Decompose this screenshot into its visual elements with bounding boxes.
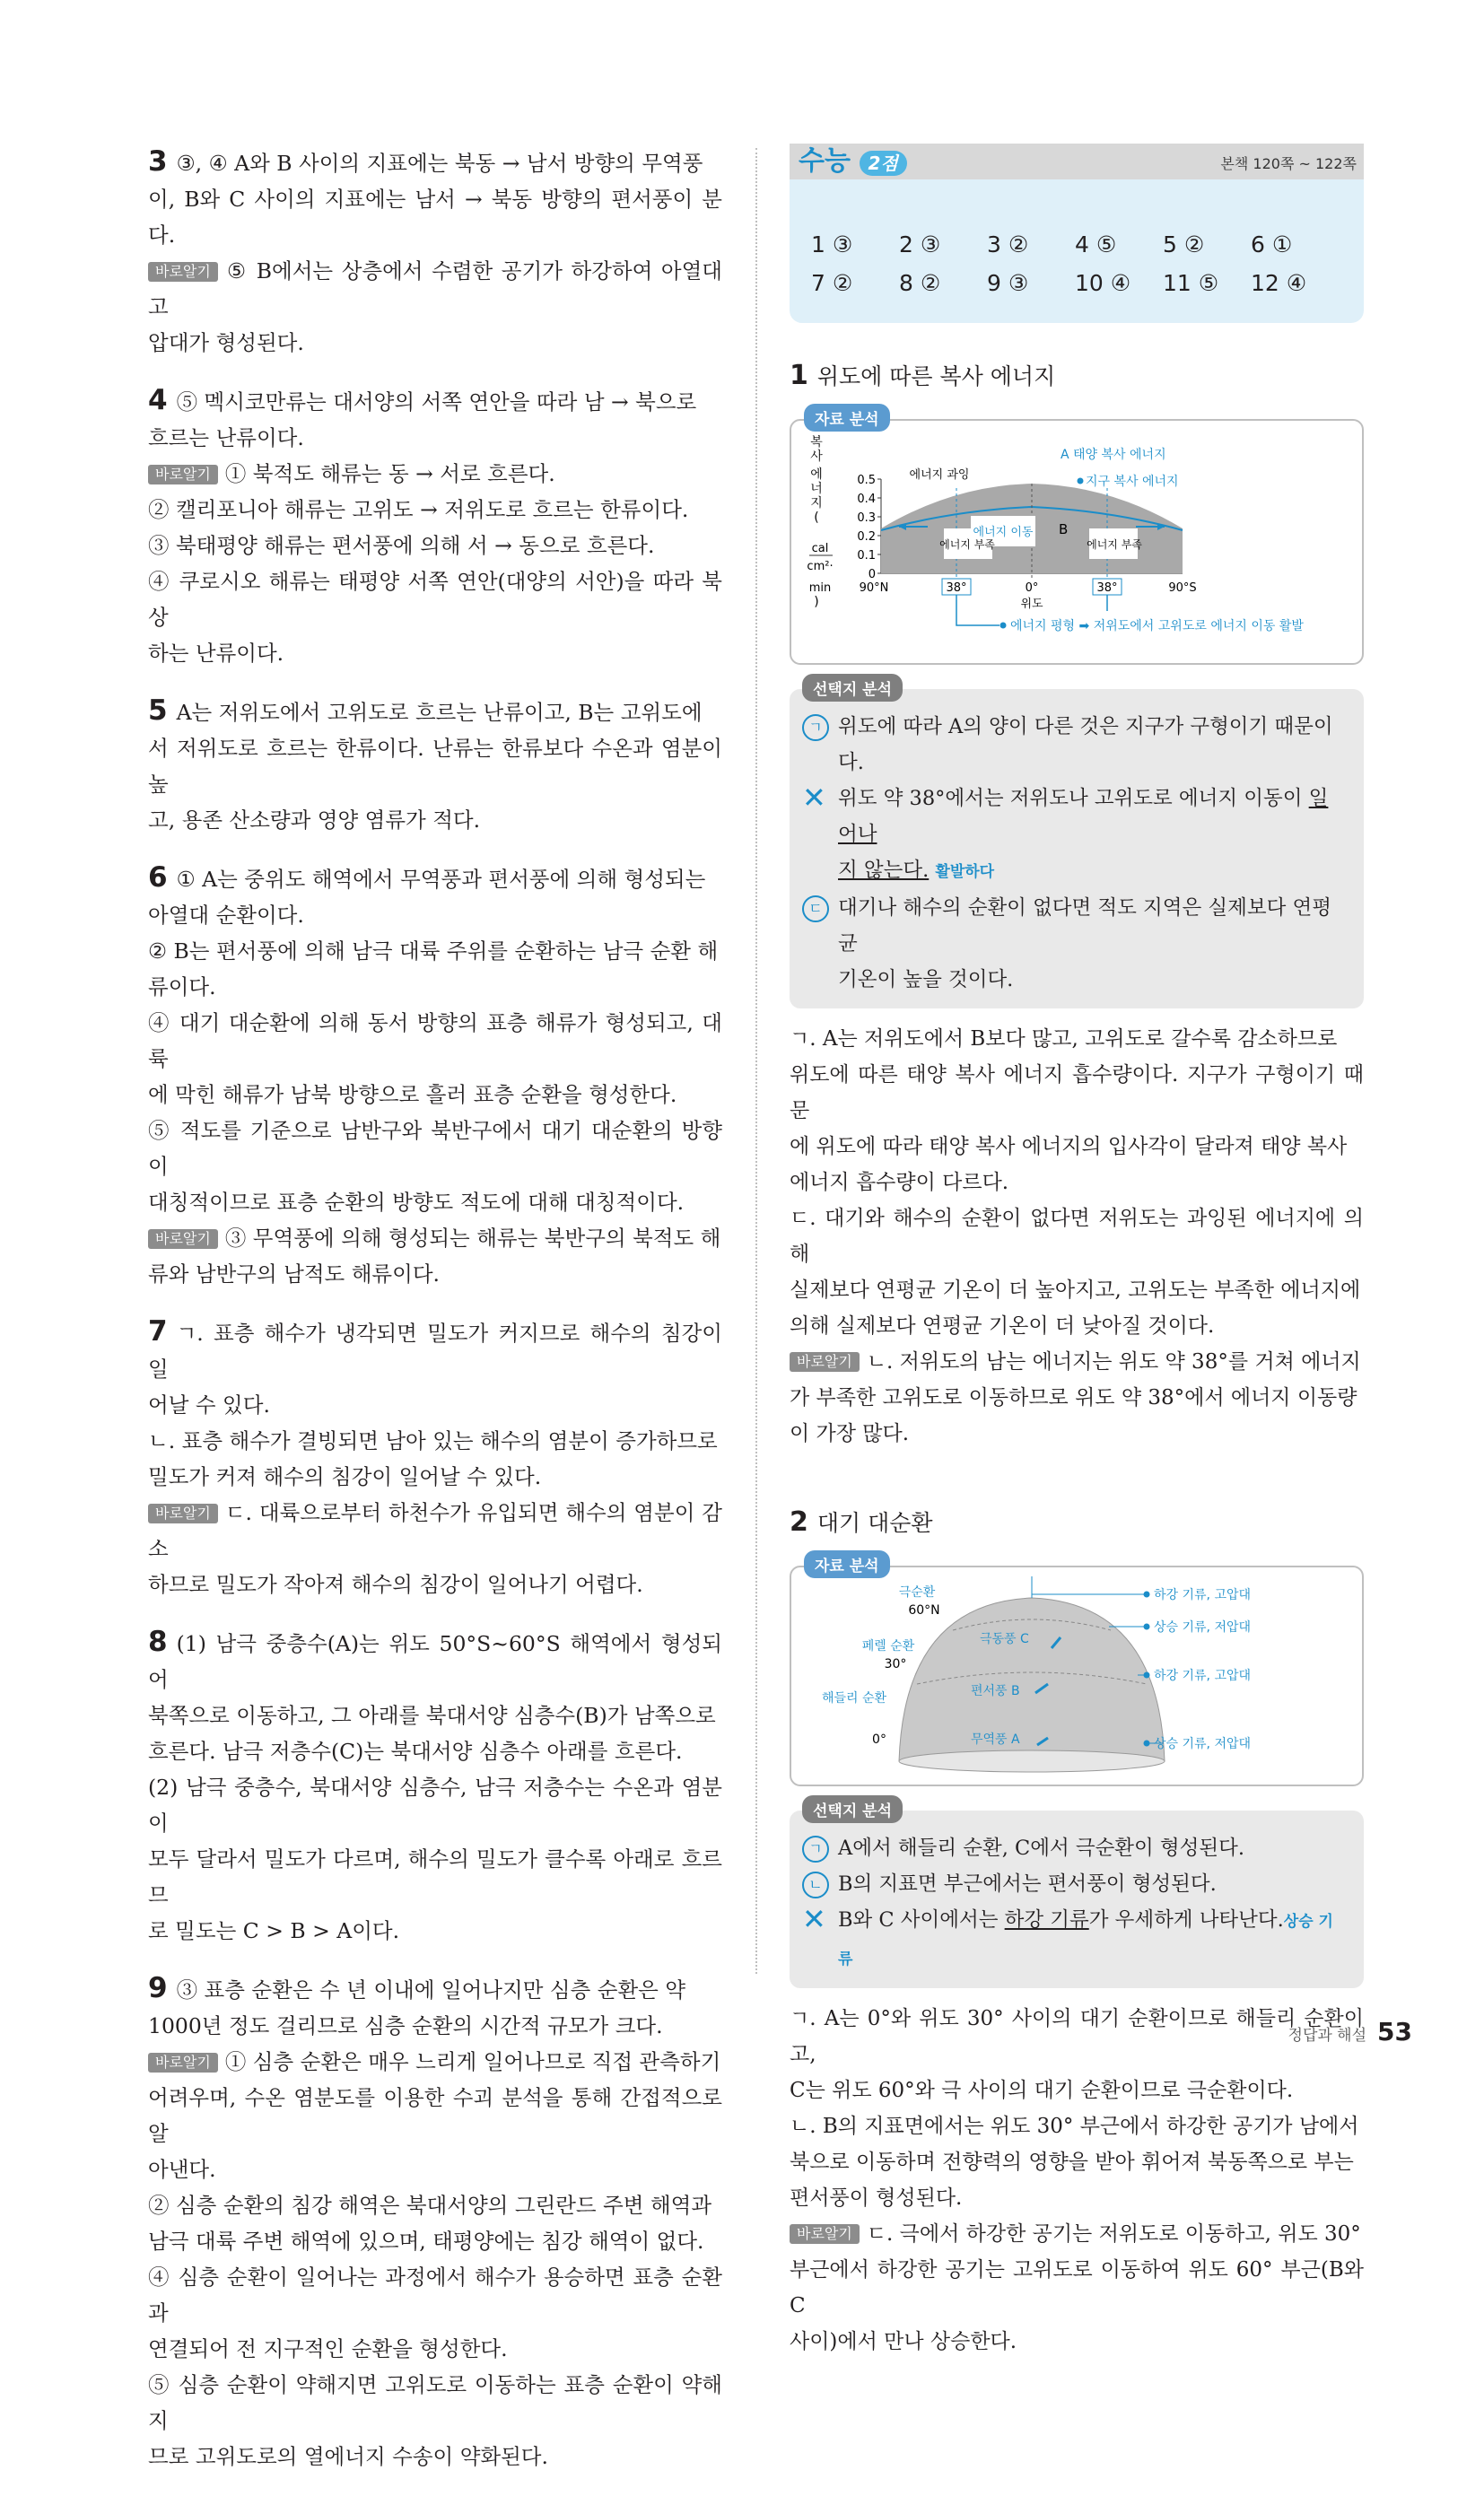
- text-line: [790, 2216, 1364, 2252]
- line-text: 압대가 형성된다.: [148, 330, 304, 355]
- label-solar-A: A 태양 복사 에너지: [1061, 448, 1166, 462]
- line-text: ㄴ. 표층 해수가 결빙되면 남아 있는 해수의 염분이 증가하므로: [148, 1428, 718, 1453]
- text-line: [790, 2073, 1364, 2108]
- answer-key-header: [790, 144, 1364, 179]
- column-divider: [755, 148, 757, 1974]
- line-text: 고, 용존 산소량과 영양 염류가 적다.: [148, 807, 481, 833]
- line-text: 1000년 정도 걸리므로 심층 순환의 시간적 규모가 크다.: [148, 2013, 663, 2038]
- text-line: [148, 456, 722, 492]
- line-text: ⑤ 멕시코만류는 대서양의 서쪽 연안을 따라 남 → 북으로: [176, 389, 697, 415]
- textbook-page-ref: 본책 120쪽 ~ 122쪽: [1220, 155, 1357, 172]
- left-column: [148, 144, 722, 2496]
- label-deficit-right: 에너지 부족: [1087, 538, 1142, 551]
- explanation-item: [148, 1970, 722, 2474]
- question-title-text: 대기 대순환: [816, 1510, 933, 1536]
- line-text: ② B는 편서풍에 의해 남극 대륙 주위를 순환하는 남극 순환 해: [148, 938, 719, 964]
- text-line: [148, 897, 722, 933]
- x-tick-90N: 90°N: [859, 581, 889, 595]
- logo-text: 수능: [799, 145, 851, 177]
- text-line: [148, 253, 722, 325]
- text-line: [790, 1308, 1364, 1344]
- answer-item: 8 ②: [899, 270, 941, 296]
- correct-mark-icon: ㄷ: [802, 895, 829, 922]
- label-energy-move: 에너지 이동: [973, 526, 1034, 539]
- circulation-diagram-panel: [790, 1566, 1364, 1786]
- baroalgi-badge: 바로알기: [790, 2224, 860, 2244]
- option-text: 일어나: [838, 787, 1329, 846]
- text-line: [790, 1057, 1364, 1129]
- data-analysis-tag: 자료 분석: [804, 1550, 890, 1578]
- option-text: B와 C 사이에서는: [838, 1908, 1005, 1932]
- wrong-mark-icon: ✕: [802, 1902, 826, 1936]
- text-line: [148, 1495, 722, 1567]
- answer-item: 2 ③: [899, 231, 941, 257]
- text-line: [148, 2187, 722, 2223]
- text-line: [148, 1697, 722, 1733]
- line-text: A는 저위도에서 고위도로 흐르는 난류이고, B는 고위도에: [176, 700, 703, 725]
- choice-option: [802, 890, 1346, 962]
- line-text: 로 밀도는 C > B > A이다.: [148, 1918, 400, 1943]
- line-text: ⑤ 심층 순환이 약해지면 고위도로 이동하는 표층 순환이 약해지: [148, 2372, 722, 2433]
- question-1-title: [790, 359, 1364, 391]
- text-line: [148, 635, 722, 671]
- line-text: 위도에 따른 태양 복사 에너지 흡수량이다. 지구가 구형이기 때문: [790, 1063, 1364, 1122]
- energy-balance-note: 에너지 평형 ➡ 저위도에서 고위도로 에너지 이동 활발: [1010, 619, 1304, 633]
- text-line: [148, 528, 722, 563]
- choice-option: [802, 852, 1346, 890]
- text-line: [148, 2080, 722, 2151]
- option-text: 하강 기류: [1004, 1908, 1089, 1932]
- data-analysis-tag: 자료 분석: [804, 404, 890, 432]
- suneung-logo: [799, 138, 907, 178]
- label-polar-cell: 극순환: [898, 1585, 936, 1600]
- choice-option: [802, 709, 1346, 781]
- text-line: [148, 1459, 722, 1495]
- text-line: [148, 2367, 722, 2439]
- question-title-text: 위도에 따른 복사 에너지: [816, 363, 1056, 389]
- explanation-item: [148, 1313, 722, 1602]
- line-text: 편서풍이 형성된다.: [790, 2186, 963, 2210]
- page-number: 53: [1377, 2017, 1412, 2047]
- line-text: ③ 표층 순환은 수 년 이내에 일어나지만 심층 순환은 약: [176, 1977, 686, 2003]
- logo-badge: 2점: [860, 151, 907, 176]
- text-line: [148, 1970, 722, 2008]
- line-text: 부근에서 하강한 공기는 고위도로 이동하여 위도 60° 부근(B와 C: [790, 2258, 1364, 2317]
- y-tick-label: 0.3: [857, 511, 876, 525]
- line-text: 흐르는 난류이다.: [148, 425, 304, 450]
- line-text: 므로 고위도로의 열에너지 수송이 약화된다.: [148, 2444, 548, 2469]
- text-line: [148, 2044, 722, 2080]
- text-line: [148, 730, 722, 802]
- option-text: 지 않는다.: [838, 859, 930, 882]
- text-line: [148, 1841, 722, 1913]
- line-text: 대칭적이므로 표층 순환의 방향도 적도에 대해 대칭적이다.: [148, 1190, 685, 1215]
- explanation-item: [148, 144, 722, 361]
- text-line: [148, 563, 722, 635]
- text-line: [790, 2001, 1364, 2073]
- label-trade-wind-A: 무역풍 A: [971, 1732, 1020, 1747]
- line-text: (2) 남극 중층수, 북대서양 심층수, 남극 저층수는 수온과 염분이: [148, 1775, 722, 1836]
- answer-item: 11 ⑤: [1163, 270, 1219, 296]
- line-text: 사이)에서 만나 상승한다.: [790, 2330, 1017, 2353]
- line-text: ㄱ. A는 저위도에서 B보다 많고, 고위도로 갈수록 감소하므로: [790, 1027, 1338, 1051]
- line-text: 밀도가 커져 해수의 침강이 일어날 수 있다.: [148, 1464, 542, 1489]
- correction-hint: 상승 기류: [838, 1913, 1333, 1968]
- item-number: 4: [148, 384, 168, 416]
- y-tick-label: 0.4: [857, 493, 876, 506]
- line-text: 북으로 이동하며 전향력의 영향을 받아 휘어져 북동쪽으로 부는: [790, 2151, 1354, 2174]
- text-line: [148, 2259, 722, 2331]
- question-number: 2: [790, 1506, 808, 1538]
- text-line: [790, 1272, 1364, 1308]
- text-line: [148, 693, 722, 730]
- option-text: 기온이 높을 것이다.: [838, 968, 1014, 991]
- text-line: [148, 1005, 722, 1077]
- text-line: [148, 325, 722, 361]
- option-text: 위도 약 38°에서는 저위도나 고위도로 에너지 이동이: [838, 787, 1309, 810]
- item-number: 5: [148, 694, 168, 727]
- ylabel-char: 에: [810, 467, 823, 482]
- label-30: 30°: [884, 1657, 907, 1671]
- ylabel-char: 사: [810, 449, 823, 464]
- line-text: 북쪽으로 이동하고, 그 아래를 북대서양 심층수(B)가 남쪽으로: [148, 1703, 716, 1728]
- x-tick-90S: 90°S: [1168, 581, 1197, 595]
- explanation-item: [148, 860, 722, 1292]
- ylabel-char: (: [814, 511, 819, 525]
- text-line: [148, 420, 722, 456]
- line-text: 이 가장 많다.: [790, 1422, 910, 1445]
- choice-option: [802, 1866, 1346, 1902]
- text-line: [790, 2324, 1364, 2360]
- answer-key-body: [790, 179, 1364, 323]
- text-line: [148, 1624, 722, 1697]
- y-ticks: [857, 474, 881, 581]
- answer-item: 3 ②: [987, 231, 1029, 257]
- label-right-4: 상승 기류, 저압대: [1154, 1737, 1252, 1751]
- line-text: ① 북적도 해류는 동 → 서로 흐른다.: [224, 461, 555, 486]
- line-text: ㄷ. 극에서 하강한 공기는 저위도로 이동하고, 위도 30°: [866, 2222, 1361, 2246]
- radiation-energy-chart: [791, 421, 1362, 659]
- answer-key-box: [790, 144, 1364, 323]
- text-line: [790, 2108, 1364, 2144]
- line-text: 남극 대륙 주변 해역에 있으며, 태평양에는 침강 해역이 없다.: [148, 2229, 704, 2254]
- baroalgi-badge: 바로알기: [790, 1352, 860, 1372]
- text-line: [790, 2144, 1364, 2180]
- page-footer: [1288, 2017, 1412, 2047]
- line-text: 어날 수 있다.: [148, 1392, 270, 1418]
- line-text: ③ 무역풍에 의해 형성되는 해류는 북반구의 북적도 해: [224, 1226, 721, 1251]
- wrong-mark-icon: ✕: [802, 781, 826, 815]
- text-line: [790, 1380, 1364, 1416]
- answer-item: 4 ⑤: [1075, 231, 1117, 257]
- item-number: 9: [148, 1972, 168, 2004]
- line-text: 하므로 밀도가 작아져 해수의 침강이 일어나기 어렵다.: [148, 1572, 643, 1597]
- line-text: 아낸다.: [148, 2157, 216, 2182]
- label-right-3: 하강 기류, 고압대: [1154, 1669, 1252, 1683]
- line-text: C는 위도 60°와 극 사이의 대기 순환이므로 극순환이다.: [790, 2079, 1294, 2102]
- question-number: 1: [790, 360, 808, 391]
- question-2-title: [790, 1505, 1364, 1538]
- choice-analysis-tag: 선택지 분석: [802, 1795, 903, 1823]
- label-60N: 60°N: [908, 1603, 940, 1618]
- y-tick-label: 0.5: [857, 474, 876, 487]
- text-line: [148, 1387, 722, 1423]
- atmospheric-circulation-diagram: [791, 1567, 1362, 1781]
- line-text: ③ 북태평양 해류는 편서풍에 의해 서 → 동으로 흐른다.: [148, 533, 655, 558]
- text-line: [148, 802, 722, 838]
- x-tick-38-left: 38°: [946, 581, 967, 595]
- line-text: ㄴ. B의 지표면에서는 위도 30° 부근에서 하강한 공기가 남에서: [790, 2115, 1359, 2138]
- text-line: [148, 181, 722, 253]
- text-line: [148, 1567, 722, 1602]
- answer-item: 10 ④: [1075, 270, 1131, 296]
- correct-mark-icon: ㄱ: [802, 1836, 829, 1863]
- line-text: ④ 심층 순환이 일어나는 과정에서 해수가 용승하면 표층 순환과: [148, 2265, 722, 2326]
- label-right-1: 하강 기류, 고압대: [1154, 1588, 1252, 1602]
- line-text: ② 심층 순환의 침강 해역은 북대서양의 그린란드 주변 해역과: [148, 2193, 712, 2218]
- line-text: ① 심층 순환은 매우 느리게 일어나므로 직접 관측하기: [224, 2049, 721, 2074]
- label-right-2: 상승 기류, 저압대: [1154, 1620, 1252, 1635]
- line-text: ② 캘리포니아 해류는 고위도 → 저위도로 흐르는 한류이다.: [148, 497, 689, 522]
- ylabel-char: 복: [810, 435, 823, 449]
- radiation-chart-panel: [790, 419, 1364, 665]
- item-number: 6: [148, 861, 168, 894]
- answer-item: 12 ④: [1251, 270, 1307, 296]
- text-line: [790, 1416, 1364, 1452]
- baroalgi-badge: 바로알기: [148, 262, 218, 282]
- line-text: 모두 달라서 밀도가 다르며, 해수의 밀도가 클수록 아래로 흐르므: [148, 1846, 722, 1907]
- text-line: [148, 144, 722, 181]
- ylabel-char: ): [814, 595, 819, 609]
- explanation-item: [148, 693, 722, 838]
- baroalgi-badge: 바로알기: [148, 1504, 218, 1523]
- question-2-options: [790, 1811, 1364, 1988]
- text-line: [148, 2008, 722, 2044]
- item-number: 7: [148, 1315, 168, 1348]
- option-text: 대기나 해수의 순환이 없다면 적도 지역은 실제보다 연평균: [838, 896, 1331, 956]
- line-text: 의해 실제보다 연평균 기온이 더 낮아질 것이다.: [790, 1314, 1215, 1338]
- line-text: 하는 난류이다.: [148, 641, 284, 666]
- choice-option: [802, 1830, 1346, 1866]
- ylabel-unit: min: [808, 581, 832, 595]
- explanation-item: [148, 1624, 722, 1949]
- baroalgi-badge: 바로알기: [148, 2053, 218, 2073]
- text-line: [148, 1423, 722, 1459]
- line-text: 서 저위도로 흐르는 한류이다. 난류는 한류보다 수온과 염분이 높: [148, 736, 722, 797]
- item-number: 3: [148, 145, 168, 178]
- y-tick-label: 0.2: [857, 530, 876, 544]
- text-line: [148, 2331, 722, 2367]
- text-line: [790, 1165, 1364, 1200]
- y-tick-label: 0: [868, 568, 876, 581]
- line-text: ③, ④ A와 B 사이의 지표에는 북동 → 남서 방향의 무역풍: [176, 151, 703, 176]
- text-line: [790, 2252, 1364, 2324]
- text-line: [790, 1200, 1364, 1272]
- label-earth-radiation: 지구 복사 에너지: [1086, 475, 1179, 489]
- line-text: 류와 남반구의 남적도 해류이다.: [148, 1261, 440, 1287]
- line-text: 이, B와 C 사이의 지표에는 남서 → 북동 방향의 편서풍이 분다.: [148, 187, 722, 248]
- x-tick-38-right: 38°: [1096, 581, 1118, 595]
- line-text: ㄷ. 대기와 해수의 순환이 없다면 저위도는 과잉된 에너지에 의해: [790, 1207, 1364, 1266]
- option-text: A에서 해들리 순환, C에서 극순환이 형성된다.: [838, 1837, 1245, 1860]
- text-line: [790, 1021, 1364, 1057]
- answer-grid: [811, 231, 1349, 296]
- line-text: 아열대 순환이다.: [148, 903, 304, 928]
- choice-analysis-tag: 선택지 분석: [802, 674, 903, 702]
- right-column: [790, 144, 1364, 2360]
- text-line: [148, 1077, 722, 1113]
- label-energy-excess: 에너지 과잉: [909, 468, 970, 482]
- text-line: [148, 2439, 722, 2474]
- line-text: ① A는 중위도 해역에서 무역풍과 편서풍에 의해 형성되는: [176, 867, 706, 892]
- choice-option: [802, 1902, 1346, 1977]
- label-0: 0°: [872, 1732, 886, 1747]
- line-text: ⑤ B에서는 상층에서 수렴한 공기가 하강하여 아열대 고: [148, 258, 722, 319]
- text-line: [790, 1129, 1364, 1165]
- text-line: [148, 1113, 722, 1184]
- label-B: B: [1059, 521, 1069, 537]
- answer-item: 6 ①: [1251, 231, 1293, 257]
- text-line: [148, 1769, 722, 1841]
- text-line: [790, 2180, 1364, 2216]
- question-1-options: [790, 689, 1364, 1008]
- label-ferrel-cell: 페렐 순환: [861, 1639, 915, 1654]
- text-line: [148, 2223, 722, 2259]
- correct-mark-icon: ㄱ: [802, 714, 829, 741]
- correct-mark-icon: ㄴ: [802, 1872, 829, 1898]
- choice-option: [802, 962, 1346, 998]
- text-line: [148, 1220, 722, 1256]
- option-text: 위도에 따라 A의 양이 다른 것은 지구가 구형이기 때문이다.: [838, 715, 1333, 774]
- answer-item: 1 ③: [811, 231, 853, 257]
- text-line: [148, 1256, 722, 1292]
- question-2-explanation: [790, 2001, 1364, 2360]
- item-number: 8: [148, 1626, 168, 1658]
- line-text: 실제보다 연평균 기온이 더 높아지고, 고위도는 부족한 에너지에: [790, 1279, 1361, 1302]
- line-text: ④ 대기 대순환에 의해 동서 방향의 표층 해류가 형성되고, 대륙: [148, 1010, 722, 1071]
- y-tick-label: 0.1: [857, 549, 876, 563]
- text-line: [790, 1344, 1364, 1380]
- line-text: 연결되어 전 지구적인 순환을 형성한다.: [148, 2336, 508, 2361]
- choice-option: [802, 781, 1346, 852]
- x-axis-label: 위도: [1020, 598, 1043, 611]
- text-line: [148, 382, 722, 420]
- correction-hint: 활발하다: [935, 863, 995, 881]
- label-polar-easterly-C: 극동풍 C: [980, 1632, 1029, 1646]
- ylabel-unit: cal: [811, 542, 829, 555]
- label-hadley-cell: 해들리 순환: [821, 1691, 887, 1706]
- answer-item: 7 ②: [811, 270, 853, 296]
- text-line: [148, 492, 722, 528]
- footer-label: 정답과 해설: [1288, 2027, 1367, 2045]
- line-text: 에 위도에 따라 태양 복사 에너지의 입사각이 달라져 태양 복사: [790, 1135, 1348, 1158]
- line-text: ㄱ. A는 0°와 위도 30° 사이의 대기 순환이므로 해들리 순환이고,: [790, 2007, 1364, 2066]
- ylabel-char: 너: [810, 482, 823, 496]
- line-text: 류이다.: [148, 974, 216, 999]
- baroalgi-badge: 바로알기: [148, 1229, 218, 1249]
- x-tick-0: 0°: [1025, 581, 1039, 595]
- ylabel-char: 지: [810, 496, 823, 511]
- question-1-explanation: [790, 1021, 1364, 1452]
- line-text: (1) 남극 중층수(A)는 위도 50°S~60°S 해역에서 형성되어: [148, 1631, 722, 1692]
- text-line: [148, 1184, 722, 1220]
- text-line: [148, 1913, 722, 1949]
- line-text: ④ 쿠로시오 해류는 태평양 서쪽 연안(대양의 서안)을 따라 북상: [148, 569, 722, 630]
- line-text: ㄷ. 대륙으로부터 하천수가 유입되면 해수의 염분이 감소: [148, 1500, 722, 1561]
- line-text: 에너지 흡수량이 다르다.: [790, 1171, 1009, 1194]
- answer-item: 5 ②: [1163, 231, 1205, 257]
- text-line: [148, 1733, 722, 1769]
- option-text: 가 우세하게 나타난다.: [1088, 1908, 1284, 1932]
- text-line: [148, 1313, 722, 1387]
- text-line: [148, 933, 722, 969]
- text-line: [148, 860, 722, 897]
- baroalgi-badge: 바로알기: [148, 465, 218, 484]
- line-text: 흐른다. 남극 저층수(C)는 북대서양 심층수 아래를 흐른다.: [148, 1739, 683, 1764]
- answer-item: 9 ③: [987, 270, 1029, 296]
- label-westerly-B: 편서풍 B: [971, 1684, 1020, 1698]
- text-line: [148, 2151, 722, 2187]
- text-line: [148, 969, 722, 1005]
- explanation-item: [148, 382, 722, 671]
- line-text: ㄴ. 저위도의 남는 에너지는 위도 약 38°를 거쳐 에너지: [866, 1350, 1361, 1374]
- line-text: ㄱ. 표층 해수가 냉각되면 밀도가 커지므로 해수의 침강이 일: [148, 1321, 722, 1382]
- ylabel-unit: cm²·: [807, 560, 834, 573]
- line-text: ⑤ 적도를 기준으로 남반구와 북반구에서 대기 대순환의 방향이: [148, 1118, 722, 1179]
- line-text: 어려우며, 수온 염분도를 이용한 수괴 분석을 통해 간접적으로 알: [148, 2085, 722, 2146]
- line-text: 가 부족한 고위도로 이동하므로 위도 약 38°에서 에너지 이동량: [790, 1386, 1357, 1409]
- label-deficit-left: 에너지 부족: [939, 538, 995, 551]
- line-text: 에 막힌 해류가 남북 방향으로 흘러 표층 순환을 형성한다.: [148, 1082, 677, 1107]
- option-text: B의 지표면 부근에서는 편서풍이 형성된다.: [838, 1872, 1217, 1896]
